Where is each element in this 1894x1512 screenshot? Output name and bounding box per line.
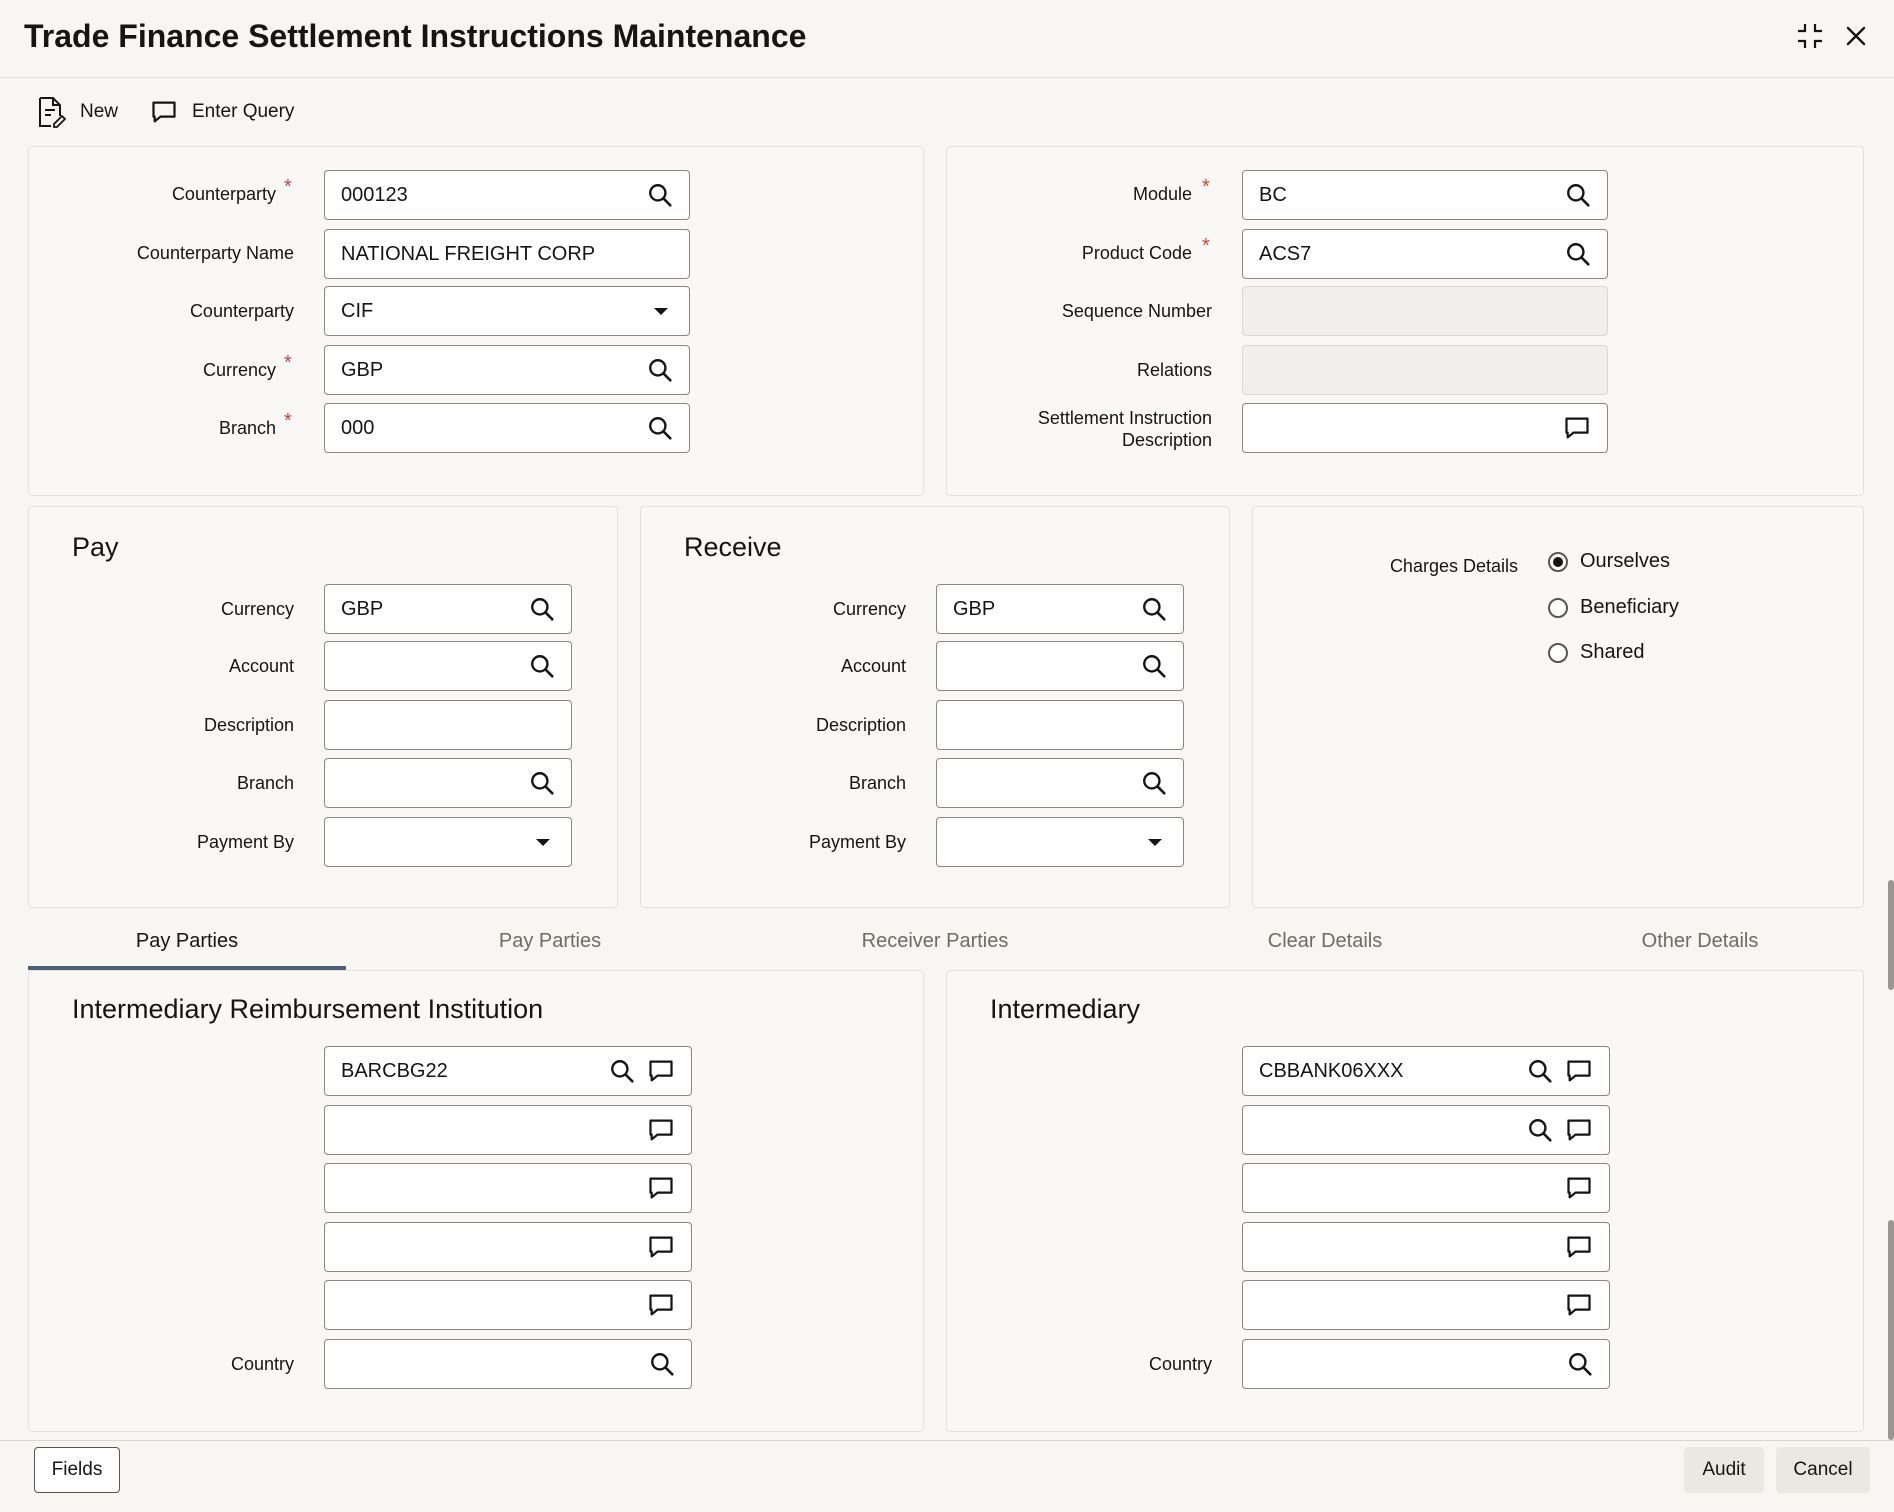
- pay-branch-label: Branch: [236, 773, 294, 793]
- iri-country-label: Country: [230, 1354, 294, 1374]
- chat-icon[interactable]: [647, 1057, 675, 1085]
- radio-unselected-icon: [1548, 643, 1568, 663]
- chat-icon[interactable]: [1565, 1233, 1593, 1261]
- pay-account-label: Account: [228, 656, 294, 676]
- tab-receiver-parties[interactable]: Receiver Parties: [861, 930, 1009, 952]
- required-marker: *: [1202, 176, 1210, 198]
- relations-field: [1242, 345, 1608, 395]
- radio-selected-icon: [1548, 552, 1568, 572]
- branch-label: Branch: [218, 418, 276, 438]
- search-icon[interactable]: [1141, 653, 1167, 679]
- int-line-5-input[interactable]: [1242, 1280, 1610, 1330]
- chat-icon[interactable]: [647, 1233, 675, 1261]
- footer-bar: [0, 1440, 1894, 1512]
- sequence-number-field: [1242, 286, 1608, 336]
- counterparty-name-value: NATIONAL FREIGHT CORP: [341, 242, 596, 265]
- new-button-label: New: [80, 101, 119, 122]
- chat-icon[interactable]: [1565, 1291, 1593, 1319]
- required-marker: *: [1202, 235, 1210, 257]
- branch-value: 000: [341, 416, 375, 439]
- tab-clear-details[interactable]: Clear Details: [1267, 930, 1383, 952]
- pay-payment-by-select[interactable]: [324, 817, 572, 867]
- chevron-down-icon: [1143, 830, 1167, 854]
- iri-line-4-input[interactable]: [324, 1222, 692, 1272]
- receive-currency-value: GBP: [953, 597, 996, 620]
- int-country-input[interactable]: [1242, 1339, 1610, 1389]
- search-icon[interactable]: [1527, 1117, 1553, 1143]
- chat-icon[interactable]: [647, 1116, 675, 1144]
- settlement-description-label-line1: Settlement Instruction: [1037, 408, 1212, 428]
- title-bar: [0, 0, 1894, 78]
- search-icon[interactable]: [649, 1351, 675, 1377]
- search-icon[interactable]: [1141, 596, 1167, 622]
- intermediary-reimbursement-title: Intermediary Reimbursement Institution: [72, 994, 544, 1024]
- receive-currency-input[interactable]: [936, 584, 1184, 634]
- chat-icon[interactable]: [1565, 1174, 1593, 1202]
- chevron-down-icon: [649, 299, 673, 323]
- counterparty-value: 000123: [341, 183, 408, 206]
- search-icon[interactable]: [647, 415, 673, 441]
- search-icon[interactable]: [1565, 182, 1591, 208]
- receive-title: Receive: [684, 532, 782, 562]
- pay-account-input[interactable]: [324, 641, 572, 691]
- toolbar: [0, 78, 1894, 142]
- pay-branch-input[interactable]: [324, 758, 572, 808]
- tab-other-details[interactable]: Other Details: [1641, 930, 1759, 952]
- currency-input[interactable]: [324, 345, 690, 395]
- iri-line-1-input[interactable]: [324, 1046, 692, 1096]
- pay-description-label: Description: [203, 715, 294, 735]
- iri-line-1-value: BARCBG22: [341, 1059, 448, 1082]
- receive-description-label: Description: [815, 715, 906, 735]
- pay-payment-by-label: Payment By: [196, 832, 294, 852]
- charges-radio-ourselves[interactable]: [1548, 550, 1670, 573]
- charges-radio-shared[interactable]: [1548, 641, 1645, 664]
- module-value: BC: [1259, 183, 1287, 206]
- new-document-icon: [36, 96, 66, 128]
- search-icon[interactable]: [1567, 1351, 1593, 1377]
- receive-description-input[interactable]: [936, 700, 1184, 750]
- counterparty-input[interactable]: [324, 170, 690, 220]
- pay-description-input[interactable]: [324, 700, 572, 750]
- settlement-description-input[interactable]: [1242, 403, 1608, 453]
- int-line-1-value: CBBANK06XXX: [1259, 1059, 1404, 1082]
- chat-icon[interactable]: [1563, 414, 1591, 442]
- search-icon[interactable]: [609, 1058, 635, 1084]
- sequence-number-label: Sequence Number: [1061, 301, 1212, 321]
- counterparty-label: Counterparty: [171, 184, 276, 204]
- tab-pay-parties[interactable]: Pay Parties: [28, 926, 346, 970]
- settlement-description-label: [1000, 407, 1212, 451]
- close-icon: [1838, 18, 1874, 54]
- int-country-label: Country: [1148, 1354, 1212, 1374]
- pay-currency-input[interactable]: [324, 584, 572, 634]
- required-marker: *: [284, 176, 292, 198]
- enter-query-label: Enter Query: [192, 101, 295, 122]
- int-line-4-input[interactable]: [1242, 1222, 1610, 1272]
- counterparty-type-label: Counterparty: [189, 301, 294, 321]
- receive-account-input[interactable]: [936, 641, 1184, 691]
- receive-currency-label: Currency: [832, 599, 906, 619]
- charges-radio-beneficiary[interactable]: [1548, 596, 1679, 619]
- module-label: Module: [1132, 184, 1192, 204]
- fields-button[interactable]: Fields: [34, 1447, 120, 1493]
- int-line-2-input[interactable]: [1242, 1105, 1610, 1155]
- iri-line-2-input[interactable]: [324, 1105, 692, 1155]
- receive-payment-by-select[interactable]: [936, 817, 1184, 867]
- charges-option-label: Shared: [1580, 641, 1645, 663]
- chevron-down-icon: [531, 830, 555, 854]
- search-icon[interactable]: [1141, 770, 1167, 796]
- pay-title: Pay: [72, 532, 119, 562]
- charges-option-label: Ourselves: [1580, 550, 1671, 572]
- pay-currency-value: GBP: [341, 597, 384, 620]
- iri-line-5-input[interactable]: [324, 1280, 692, 1330]
- iri-country-input[interactable]: [324, 1339, 692, 1389]
- chat-icon[interactable]: [1565, 1116, 1593, 1144]
- charges-details-label: Charges Details: [1389, 556, 1518, 576]
- vertical-scrollbar[interactable]: [1888, 880, 1894, 990]
- radio-unselected-icon: [1548, 598, 1568, 618]
- pay-currency-label: Currency: [220, 599, 294, 619]
- receive-branch-label: Branch: [848, 773, 906, 793]
- collapse-icon: [1792, 18, 1828, 54]
- required-marker: *: [284, 410, 292, 432]
- close-window-button[interactable]: [1838, 18, 1874, 54]
- tab-pay-parties-2[interactable]: Pay Parties: [498, 930, 602, 952]
- new-button[interactable]: [36, 94, 118, 130]
- page-title: Trade Finance Settlement Instructions Maintenance: [24, 18, 807, 54]
- search-icon[interactable]: [529, 653, 555, 679]
- search-icon[interactable]: [1527, 1058, 1553, 1084]
- relations-label: Relations: [1136, 360, 1212, 380]
- search-icon[interactable]: [1565, 241, 1591, 267]
- counterparty-type-select[interactable]: [324, 286, 690, 336]
- receive-branch-input[interactable]: [936, 758, 1184, 808]
- receive-payment-by-label: Payment By: [808, 832, 906, 852]
- module-input[interactable]: [1242, 170, 1608, 220]
- vertical-scrollbar-lower[interactable]: [1888, 1220, 1894, 1440]
- search-icon[interactable]: [529, 596, 555, 622]
- chat-icon[interactable]: [1565, 1057, 1593, 1085]
- int-line-3-input[interactable]: [1242, 1163, 1610, 1213]
- product-code-input[interactable]: [1242, 229, 1608, 279]
- counterparty-name-label: Counterparty Name: [136, 243, 294, 263]
- currency-label: Currency: [202, 360, 276, 380]
- currency-value: GBP: [341, 358, 384, 381]
- audit-button[interactable]: Audit: [1684, 1447, 1764, 1493]
- receive-account-label: Account: [840, 656, 906, 676]
- chat-icon[interactable]: [647, 1174, 675, 1202]
- settlement-description-label-line2: Description: [1121, 430, 1212, 450]
- search-icon[interactable]: [647, 182, 673, 208]
- enter-query-button[interactable]: [150, 94, 294, 130]
- counterparty-name-input[interactable]: [324, 229, 690, 279]
- chat-icon[interactable]: [647, 1291, 675, 1319]
- intermediary-title: Intermediary: [990, 994, 1141, 1024]
- iri-line-3-input[interactable]: [324, 1163, 692, 1213]
- charges-option-label: Beneficiary: [1580, 596, 1679, 618]
- product-code-label: Product Code: [1081, 243, 1192, 263]
- counterparty-type-value: CIF: [341, 299, 374, 322]
- minimize-window-button[interactable]: [1792, 18, 1828, 54]
- cancel-button[interactable]: Cancel: [1776, 1447, 1870, 1493]
- chat-icon: [150, 98, 178, 126]
- search-icon[interactable]: [529, 770, 555, 796]
- search-icon[interactable]: [647, 357, 673, 383]
- product-code-value: ACS7: [1259, 242, 1312, 265]
- branch-input[interactable]: [324, 403, 690, 453]
- required-marker: *: [284, 352, 292, 374]
- int-line-1-input[interactable]: [1242, 1046, 1610, 1096]
